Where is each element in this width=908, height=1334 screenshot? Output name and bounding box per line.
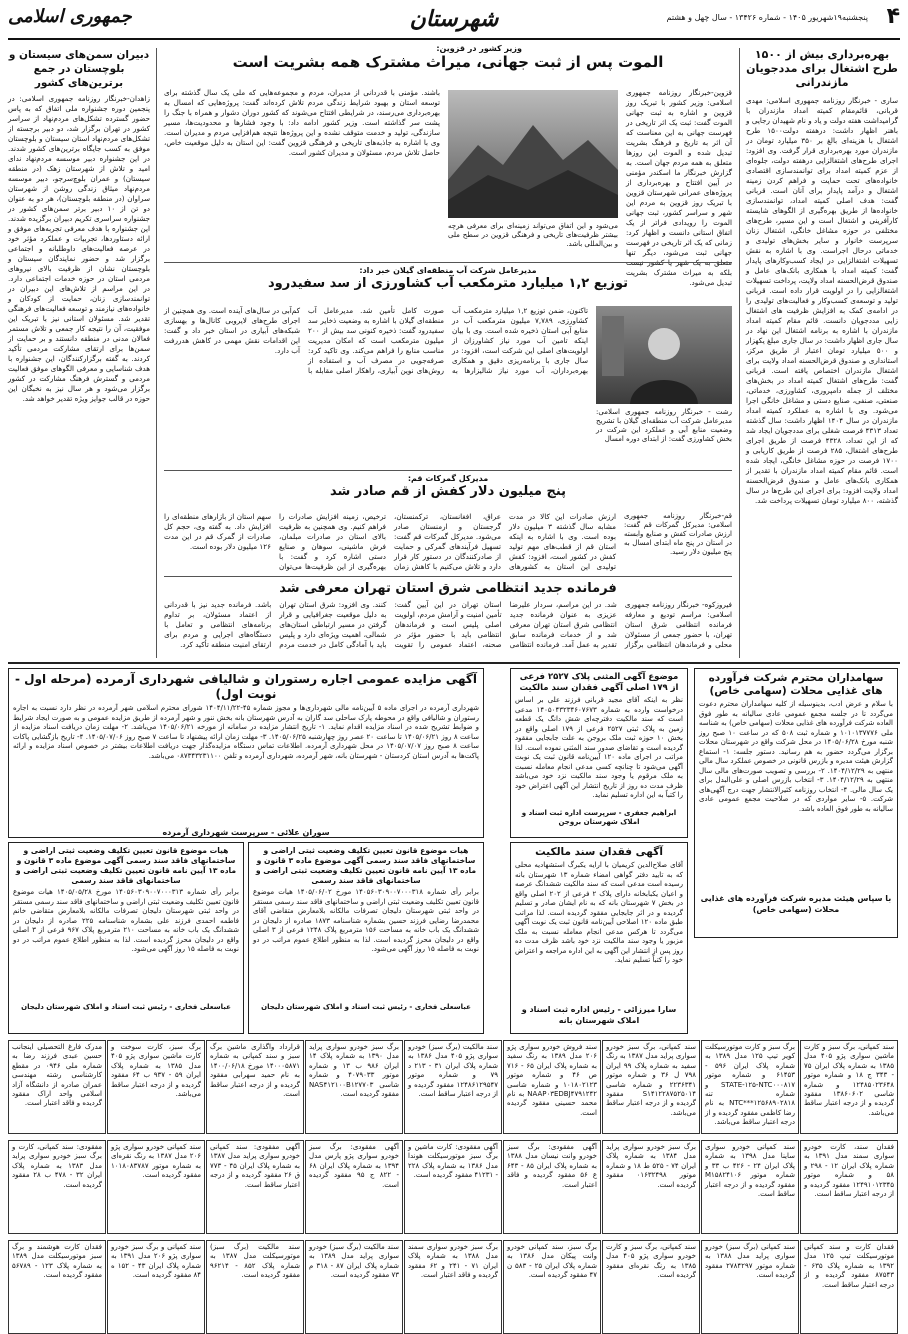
classified-ad-item: برگ سبز خودرو سواری سمند مدل ۱۳۸۸ به شماره پلاک ایران ۷۱ - ۲۴۱ و ۶۲ مفقود گردیده و فاقد اعتبار است. — [404, 1240, 502, 1334]
classified-ad-item: قرارداد واگذاری ماشین برگ سبز و سند کمپانی به شماره ۱۴۰۰۰۵۸۷۱ مورخ ۱۴۰۰/۰۶/۱۸ به نام حمید سهرابی مفقود گردیده و از درجه اعتبار ساقط است. — [206, 1040, 304, 1134]
left-column-article — [8, 48, 150, 656]
lead-body-a: قزوین-خبرنگار روزنامه جمهوری اسلامی: وزیر کشور با تبریک روز قزوین و اشاره به ثبت جهانی الموت گفت: ثبت یک اثر تاریخی در فهرست جهانی به این معناست که آن اثر به تاریخ و فرهنگ بشریت تبدیل شده و الموت این روزها متعلق به همه مردم جهان است. به گزارش خبرنگار ما اسکندر مؤمنی در آیین افتتاح و بهره‌برداری از پروژه‌های عمرانی شهرستان قزوین با تبریک روز قزوین به مردم این شهر و سراسر کشور، ثبت جهانی الموت را رویدادی فراتر از یک اتفاق استانی دانست و اظهار کرد: زمانی که یک اثر تاریخی در فهرست جهانی ثبت می‌شود، دیگر تنها بلکه به میراث مشترک بشریت تبدیل می‌شود. — [626, 88, 732, 287]
left-article-body: زاهدان-خبرنگار روزنامه جمهوری اسلامی: در پنجمین دوره جشنواره ملی اتفاق که به پاس حضور گسترده تشکل‌های مردم‌نهاد از سراسر کشور در تهران برگزار شد، دو دبیر برجسته از تشکل‌های مردم‌نهاد استان سیستان و بلوچستان موفق به کسب جایگاه برترین‌های کشور شدند. در این جشنواره دبیر موسسه مردم‌نهاد ندای امید و تلاش از شهرستان زهک (در منطقه سیستان) و عمران بلوچ‌سرجو، دبیر موسسه مردم‌نهاد میثاق زندگی روشن از شهرستان سراوان (در منطقه بلوچستان)، هر دو به عنوان دو تن از ۱۰ دبیر برتر سمن‌های کشور در جشنواره سراسری تکریم دبیران برگزیده شدند. این جشنواره با هدف معرفی تجربه‌های موفق و ارائه دستاوردها، تجربیات و عملکرد مؤثر خود در عرصه فعالیت‌های داوطلبانه و اجتماعی برگزار شد و حضور نمایندگان سیستان و بلوچستان نشان از ظرفیت بالای نیروهای مردمی استان در حوزه خدمات اجتماعی دارد. در این مراسم از تلاش‌های این دبیران در توانمندسازی زنان، حمایت از کودکان و خانواده‌های نیازمند و توسعه فعالیت‌های فرهنگی تقدیر شد. مسئولان استانی نیز با تبریک این موفقیت، آن را نتیجه کار جمعی و تلاش مستمر فعالان مدنی در منطقه دانستند و بر حمایت از سمن‌ها برای ارتقای مشارکت مردمی تأکید کردند. به گفته برگزارکنندگان، این جشنواره با هدف شناسایی و معرفی الگوهای موفق فعالیت مردمی و گسترش فرهنگ مشارکت در کشور برگزار می‌شود و هر سال نیز به نخبگان این حوزه در قالب جوایز ویژه تقدیر خواهد شد. — [8, 94, 150, 403]
classified-ad-item: مدرک فارغ التحصیلی اینجانب حسین عبدی فرزند رضا به شماره ملی ۰۹۴۶ در مقطع کارشناسی رشته مهندسی عمران صادره از دانشگاه آزاد اسلامی واحد اراک مفقود گردیده و فاقد اعتبار است. — [8, 1040, 106, 1134]
classified-ad-item: سند کمپانی خودرو سواری پژو ۲۰۶ مدل ۱۳۸۷ به رنگ نقره‌ای به شماره موتور ۱۰۱۸۰۸۳۷۸۷ مفقود گردیده است. — [107, 1140, 205, 1234]
header-rule — [8, 38, 900, 40]
left-article-headline: دبیران سمن‌های سیستان و بلوچستان در جمع برترین‌های کشور — [8, 49, 150, 89]
classified-ad-item: سند کمپانی، برگ سبز خودرو سواری پراید مدل ۱۳۸۷ به رنگ سفید به شماره پلاک ۹۹ ایران ۷۹۸ ل ۳۶ و شماره موتور ۲۲۳۶۳۴۱ و شماره شاسی S۱۴۱۲۲۸۷۵۲۵۰۱۴ مفقود گردیده و از درجه اعتبار ساقط می‌باشد. — [602, 1040, 700, 1134]
lead-kicker: وزیر کشور در قزوین: — [436, 44, 522, 53]
classified-ad-item: آگهی مفقودی: کارت ماشین و برگ سبز موتورسیکلت هوندا مدل ۱۳۸۶ به شماره پلاک ۲۲۸ - ۴۱۲۳۱ مفقود گردیده است. — [404, 1140, 502, 1234]
ad-land1-body: برابر رأی شماره ۱۴۰۵۶۰۳۰۹۰۰۷۰۰۰۳۱۸ مورخ ۱۴۰۵/۰۶/۰۲ هیات موضوع قانون تعیین تکلیف وضعیت ثبتی اراضی و ساختمانهای فاقد سند رسمی مستقر در واحد ثبتی شهرستان دلیجان تصرفات مالکانه بلامعارض متقاضی آقای محمدرضا رضایی فرزند حسین بشماره شناسنامه ۱۸۷۳ صادره از دلیجان در ششدانگ یک باب خانه به مساحت ۱۵۶ مترمربع پلاک ۱۲۴۸ فرعی از ۳ اصلی واقع در دلیجان محرز گردیده است. لذا به منظور اطلاع عموم مراتب در دو نوبت به فاصله ۱۵ روز آگهی می‌شود. — [253, 888, 479, 953]
gilan-headline-block — [164, 266, 732, 300]
ad-armardeh-signature: سوران علائی - سرپرست شهرداری آرمرده — [162, 828, 330, 837]
issue-date-line: پنجشنبه۱۹شهریور ۱۴۰۵ - شماره ۱۳۴۲۶ - سال چهل و هشتم — [666, 13, 868, 22]
ad-land-board-2 — [8, 842, 244, 1034]
gilan-body: تاکنون، ضمن توزیع ۱,۲ میلیارد مترمکعب آب کشاورزی، ۷,۷۸۹ میلیون مترمکعب آب در منابع آبی استان ذخیره شده است. وی با بیان اینکه تامین آب مورد نیاز کشاورزان از اولویت‌های اصلی این شرکت است، افزود: در سال جاری با برنامه‌ریزی دقیق و همکاری بهره‌برداران، آب مورد نیاز شالیزارها به صورت کامل تأمین شد. مدیرعامل آب منطقه‌ای گیلان با اشاره به وضعیت ذخایر سد سفیدرود گفت: ذخیره کنونی سد بیش از ۲۰۰ میلیون مترمکعب است که امکان مدیریت مناسب منابع را فراهم می‌کند. وی تاکید کرد: صرفه‌جویی در مصرف آب و استفاده از روش‌های نوین آبیاری، راهکار اصلی مقابله با کم‌آبی در سال‌های آینده است. وی همچنین از اجرای طرح‌های لایروبی کانال‌ها و بهسازی شبکه‌های آبیاری در استان خبر داد و گفت: این اقدامات نقش مهمی در کاهش هدررفت آب دارد. — [164, 306, 589, 375]
qom-body: ارزش صادرات این کالا در مدت مشابه سال گذشته ۳ میلیون دلار بوده است. وی با اشاره به اینکه استان قم از قطب‌های مهم تولید کفش در کشور است، افزود: کفش تولیدی این استان به کشورهای عراق، افغانستان، ترکمنستان، گرجستان و ارمنستان صادر می‌شود. مدیرکل گمرکات قم گفت: تسهیل فرآیندهای گمرکی و حمایت از صادرکنندگان در دستور کار قرار دارد و تلاش می‌کنیم با کاهش زمان ترخیص، زمینه افزایش صادرات را فراهم کنیم. وی همچنین به ظرفیت بالای استان در صادرات مبلمان، فرش ماشینی، سوهان و صنایع دستی اشاره کرد و گفت: با بهره‌گیری از این ظرفیت‌ها می‌توان سهم استان از بازارهای منطقه‌ای را افزایش داد. به گفته وی، حجم کل صادرات از گمرک قم در این مدت ۱۲۶ میلیون دلار بوده است. — [164, 512, 616, 571]
lead-body-b: باشند. مؤمنی با قدردانی از مدیران، مردم و مجموعه‌هایی که ملی یک سال گذشته برای توسعه استان و بهبود شرایط زندگی مردم تلاش کرده‌اند گفت: پروژه‌هایی که امسال به بهره‌برداری می‌رسند، در شرایطی افتتاح می‌شوند که کشور دوران دشوار و همراه با جنگ را پشت سر گذاشته است. وزیر کشور ادامه داد: با وجود فشارها و محدودیت‌ها، مسیر سازندگی، تولید و خدمت متوقف نشده و این پروژه‌ها نتیجه هم‌افزایی مردم و مدیران است. وی با اشاره به جاذبه‌های تاریخی و فرهنگی قزوین گفت: این استان به دلیل موقعیت خاص، حاصل تلاش مردم، مسئولان و مدیران کشور است. — [164, 88, 440, 157]
ad-land2-body: برابر رأی شماره ۱۴۰۵۶۰۳۰۹۰۰۷۰۰۰۳۱۳ مورخ ۱۴۰۵/۰۵/۲۸ هیات موضوع قانون تعیین تکلیف وضعیت ثبتی اراضی و ساختمانهای فاقد سند رسمی مستقر در واحد ثبتی شهرستان دلیجان تصرفات مالکانه بلامعارض متقاضی خانم فاطمه احمدی فرزند علی بشماره شناسنامه ۲۲۵ صادره از دلیجان در ششدانگ یک باب خانه به مساحت ۲۱۰ مترمربع پلاک ۹۶۷ فرعی از ۳ اصلی واقع در دلیجان محرز گردیده است. لذا به منظور اطلاع عموم مراتب در دو نوبت به فاصله ۱۵ روز آگهی می‌شود. — [13, 888, 240, 953]
ad-food-title: سهامداران محترم شرکت فرآورده های غذایی محلات (سهامی خاص) — [708, 672, 884, 697]
lead-headline-block — [164, 44, 732, 84]
classified-ad-item: آگهی مفقودی: برگ سبز خودرو سواری پژو پارس مدل ۱۳۹۴ به شماره پلاک ایران ۶۸ - ۸۲۲ ج ۹۵ مفقود گردیده است. — [305, 1140, 403, 1234]
classified-ad-item: آگهی مفقودی: برگ سبز خودرو وانت نیسان مدل ۱۳۸۸ به شماره پلاک ایران ۸۵ - ۶۴۳ ع ۵۶ مفقود گردیده و فاقد اعتبار است. — [503, 1140, 601, 1234]
ad-food-shareholders — [694, 668, 898, 938]
qom-headline-block — [164, 474, 732, 508]
ad-land1-signature: عباسعلی فخاری - رئیس ثبت اسناد و املاک شهرستان دلیجان — [261, 1003, 471, 1011]
ad-lost-deed-baneh — [510, 842, 688, 1034]
ad-auction-armardeh — [8, 668, 484, 838]
classified-ad-item: برگ سبز، کارت سوخت و کارت ماشین سواری پژو ۴۰۵ مدل ۱۳۸۵ به شماره پلاک ایران ۵۹ - ۹۳۷ ب ۶۴ مفقود گردیده و از درجه اعتبار ساقط می‌باشد. — [107, 1040, 205, 1134]
ad-land-board-1 — [248, 842, 484, 1034]
classified-ad-item: مفقودی: سند کمپانی، کارت و برگ سبز خودرو سواری پراید مدل ۱۳۸۳ به شماره پلاک ایران ۳۲ - ۴۷۸ ب ۲۸ مفقود گردیده است. — [8, 1140, 106, 1234]
right-column-article — [746, 48, 898, 656]
gilan-photo-official — [596, 306, 732, 404]
section-title: شهرستان — [409, 6, 499, 32]
classified-ad-item: فقدان کارت و سند کمپانی موتورسیکلت تیپ ۱۲۵ مدل ۱۳۹۲ به شماره پلاک ۶۳۵ - ۸۷۵۴۳ مفقود گردیده و از درجه اعتبار ساقط است. — [800, 1240, 898, 1334]
right-article-body: ساری - خبرنگار روزنامه جمهوری اسلامی: مهدی قربانی، قائم‌مقام کمیته امداد مازندران با گرامیداشت هفته دولت و یاد و نام شهیدان رجایی و باهنر اظهار داشت: درهفته دولت۱۵۰۰ طرح اشتغال با هزینه‌ای بالغ بر ۳۵۰ میلیارد تومان در مازندران مورد بهره‌برداری قرار گرفت. وی افزود: اجرای طرح‌های اشتغالزایی درهفته دولت، جلوه‌ای از عزم کمیته امداد برای توانمندسازی اقتصادی خانواده‌های تحت حمایت و فراهم کردن زمینه اشتغال و درآمد پایدار برای آنان است. قربانی گفت: هدف اصلی کمیته امداد، توانمندسازی خانواده‌ها از طریق بهره‌گیری از الگوهای شایسته کارآفرینی و اشتغال است و این مسیر، طرح‌های مختلفی در حوزه مشاغل خانگی، اشتغال زنان سرپرست خانوار و سایر بخش‌های تولیدی و خدماتی درحال اجراست. وی با اشاره به نقش تسهیلات اشتغالزایی در ایجاد کسب‌وکارهای پایدار گفت: کمیته امداد با همکاری بانک‌های عامل و صندوق قرض‌الحسنه امداد ولایت، پرداخت تسهیلات اشتغالزایی را در اولویت قرار داده است. قربانی تولید و توسعه‌ی کسب‌وکار و فعالیت‌های تولیدی را در ادامه‌ی کمک به افزایش ظرفیت های اشتغال زایی مددجویان دانست. قائم مقام کمیته امداد مازندران با اشاره به برنامه اشتغال این نهاد در سال جاری اظهار داشت: در سال جاری مبلغ یکهزار و ۵۰۰ میلیارد تومان اعتبار از طریق مرکز، استانداری و صندوق قرض‌الحسنه امداد ولایت برای اشتغال مازندران اختصاص یافته است. قربانی گفت: طرح‌های اشتغال کمیته امداد در بخش‌های مختلف از جمله دامپروری، کشاورزی، خدماتی، صنعتی، صنفی، صنایع دستی و مشاغل خانگی اجرا می‌شود. وی با اشاره به عملکرد کمیته امداد مازندران در سال ۱۴۰۴ اظهار داشت: سال گذشته تعداد ۴۳۱۳ فرصت شغلی برای مددجویان ایجاد شد که از این تعداد، ۴۳۲۸ فرصت از طریق اجرای طرح‌های اشتغال، ۲۸۵ فرصت از طریق کاریابی و ۱۷۰۰ فرصت در حوزه مشاغل خانگی، ایجاد شده است. قائم مقام کمیته امداد مازندران با تقدیر از همکاری بانک‌های عامل و صندوق قرض‌الحسنه امداد ولایت افزود: برای اجرای این طرح‌ها در سال گذشته، ۸۰۰ میلیارد تومان تسهیلات پرداخت شد. — [746, 96, 899, 505]
ad-food-signature: با سپاس هیئت مدیره شرکت فرآورده های غذایی محلات (سهامی خاص) — [700, 894, 892, 914]
classified-ad-item: فقدان سند، کارت خودرو سواری سمند مدل ۱۳۹۱ به شماره پلاک ایران ۱۲ - ۲۹۸ و ۵۸ و شماره موتور ۱۲۴۹۱۰۱۲۳۴۵ مفقود گردیده و از درجه اعتبار ساقط است. — [800, 1140, 898, 1234]
classified-ad-item: برگ سبز و کارت موتورسیکلت کویر تیپ ۱۲۵ مدل ۱۳۸۹ به شماره پلاک ایران ۵۹۶ - ۶۱۴۵۳ و شماره موتور STATE-۱۲۵-NTC۰۰۰۸۱۷ و شماره تنه NTC***۱۲۵۶۸۹۰۲۸۱۸ به نام رضا کاظمی مفقود گردیده و از درجه اعتبار ساقط می‌باشد. — [701, 1040, 799, 1134]
section-divider — [164, 576, 732, 577]
ad-baneh-signature: سارا میرزائی - رئیس اداره ثبت اسناد و املاک شهرستان بانه — [521, 1005, 677, 1025]
section-divider — [164, 470, 732, 471]
classified-ad-item: سند مالکیت (برگ سبز) خودرو سواری پژو ۴۰۵ مدل ۱۳۸۶ به شماره پلاک ایران ۳۱ - ۲۱۳ د ۷۹ و شماره موتور ۱۲۴۸۶۱۲۹۵۴۷ مفقود گردیده و از درجه اعتبار ساقط است. — [404, 1040, 502, 1134]
classified-ad-item: سند کمپانی، برگ سبز و کارت خودرو سواری پژو ۴۰۵ مدل ۱۳۸۵ به رنگ نقره‌ای مفقود گردیده است. — [602, 1240, 700, 1334]
lead-photo-caption: می‌شود و این اتفاق می‌تواند زمینه‌ای برای معرفی هرچه بیشتر ظرفیت‌های تاریخی و فرهنگی قزوین در سطح ملی و بین‌المللی باشد. — [448, 222, 618, 248]
ad-land1-title: هیات موضوع قانون تعیین تکلیف وضعیت ثبتی اراضی و ساختمانهای فاقد سند رسمی آگهی موضوع ماده ۳ قانون و ماده ۱۳ آیین نامه قانون تعیین تکلیف وضعیت ثبتی اراضی و ساختمانهای فاقد سند رسمی — [255, 846, 477, 885]
qom-intro: قم-خبرنگار روزنامه جمهوری اسلامی: مدیرکل گمرکات قم گفت: ارزش صادرات کفش و صنایع وابسته در استان در پنج ماه ابتدای امسال به پنج میلیون دلار رسید. — [624, 512, 732, 556]
gilan-headline: توزیع ۱,۲ میلیارد مترمکعب آب کشاورزی از سد سفیدرود — [267, 276, 629, 291]
lead-headline: الموت پس از ثبت جهانی، میراث مشترک همه بشریت است — [232, 53, 664, 71]
ad-armardeh-title: آگهی مزایده عمومی اجاره رستوران و شالیافی شهرداری آرمرده (مرحله اول - نوبت اول) — [15, 672, 477, 701]
column-divider — [156, 48, 157, 658]
right-article-headline: بهره‌برداری بیش از ۱۵۰۰ طرح اشتغال برای مددجویان مازندرانی — [746, 48, 898, 89]
ads-divider — [8, 662, 900, 664]
tehran-headline: فرمانده جدید انتظامی شرق استان تهران معرفی شد — [279, 581, 617, 596]
classified-ad-item: سند مالکیت (برگ سبز) خودرو سواری پراید مدل ۱۳۸۹ به شماره پلاک ایران ۸۷ - ۳۱۸ م ۷۳ مفقود گردیده است. — [305, 1240, 403, 1334]
classified-ad-item: برگ سبز خودرو سواری پراید مدل ۱۳۹۰ به شماره پلاک ۱۴ ایران ۹۸۶ ب ۱۳ و شماره موتور ۴۰۷۹۰۳۳ و شماره شاسی NAS۴۱۲۱۰۰B۱۲۷۷۰۳ مفقود گردیده است. — [305, 1040, 403, 1134]
qom-kicker: مدیرکل گمرکات قم: — [407, 474, 489, 483]
ad-armardeh-body: شهرداری آرمرده در اجرای ماده ۵ آیین‌نامه مالی شهرداری‌ها و مجوز شماره ۴۵-۱۴۰۴/۱۱/۲۲ شورای محترم اسلامی شهر آرمرده در نظر دارد نسبت به اجاره رستوران و شالیافی واقع در محوطه پارک ساحلی سد گاران به آدرس شهرستان بانه بخش ننور و شهر آرمرده از طریق مزایده عمومی و به صورت ایجاد شرایط و ضوابط تشریح شده در اسناد مزایده اقدام نماید. ۱- تاریخ انتشار مزایده در سامانه از مورخه ۱۴۰۵/۰۶/۲۱ می‌باشد. ۲- مهلت زمان دریافت اسناد مزایده از ساعت ۸ روز ۱۴۰۵/۰۶/۲۱ تا ساعت ۲۰ عصر روز چهارشنبه ۱۴۰۵/۰۶/۲۵. ۳- مهلت زمان ارائه پیشنهاد تا ساعت ۷ صبح روز ۱۴۰۵/۰۷/۰۶. ۴- تاریخ بازگشایی پاکات ساعت ۸ صبح روز ۱۴۰۵/۰۷/۰۷ در محل شهرداری آرمرده. اطلاعات تماس دستگاه مزایده‌گذار جهت دریافت اطلاعات بیشتر در خصوص اسناد مزایده و ارائه پاکت‌ها به آدرس استان کردستان - شهرستان بانه، شهر آرمرده، شهرداری آرمرده و تلفن ۰۸۷۳۴۳۲۳۱۱۰۰ می‌باشد. — [13, 704, 480, 760]
classified-ad-item: آگهی مفقودی: سند کمپانی خودرو سواری پراید مدل ۱۳۸۷ به شماره پلاک ایران ۴۵ - ۷۷۳ ق ۲۶ مفقود گردیده و از درجه اعتبار ساقط است. — [206, 1140, 304, 1234]
ad-food-body: با سلام و عرض ادب، بدینوسیله از کلیه سهامداران محترم دعوت می‌گردد تا در جلسه مجمع عمومی عادی سالیانه به طور فوق العاده شرکت فرآورده های غذایی محلات (سهامی خاص) به شناسه ملی ۱۰۱۰۱۳۷۷۷۶ و شماره ثبت ۵۰۸ که در ساعت ۱۰ صبح روز شنبه مورخ ۱۴۰۵/۰۶/۲۸ در محل شرکت واقع در شهرستان محلات برگزار می‌گردد حضور به هم رسانید. دستور جلسه: ۱- استماع گزارش هیئت مدیره و بازرس قانونی در خصوص عملکرد سال مالی منتهی به ۱۴۰۴/۱۲/۲۹. ۲- بررسی و تصویب صورت‌های مالی سال منتهی به ۱۴۰۴/۱۲/۲۹. ۳- انتخاب بازرس اصلی و علی‌البدل برای یک سال مالی. ۴- انتخاب روزنامه کثیرالانتشار جهت درج آگهی‌های شرکت. ۵- سایر مواردی که در صلاحیت مجمع عمومی عادی سالیانه به طور فوق العاده باشد. — [699, 700, 894, 813]
gilan-photo-caption: رشت - خبرنگار روزنامه جمهوری اسلامی: مدیرعامل شرکت آب منطقه‌ای گیلان با تشریح وضعیت منابع آبی و عملکرد این شرکت در بخش کشاورزی گفت: از ابتدای دوره امسال — [596, 408, 732, 443]
ad-borujen-title: موضوع آگهی المثنی پلاک ۲۵۲۷ فرعی از ۱۷۹ اصلی آگهی فقدان سند مالکیت — [519, 672, 679, 693]
classified-ad-item: سند کمپانی، برگ سبز و کارت ماشین سواری پژو ۴۰۵ مدل ۱۳۸۵ به شماره پلاک ایران ۷۵ - ۳۴۳ ج ۱۸ و شماره موتور ۱۲۴۸۵۰۲۳۶۴۸ و شماره شاسی ۱۳۸۶۰۶۰۲ مفقود گردیده و از درجه اعتبار ساقط می‌باشد. — [800, 1040, 898, 1134]
tehran-body: فیروزکوه- خبرنگار روزنامه جمهوری اسلامی: مراسم تودیع و معارفه فرمانده انتظامی شرق استان تهران، با حضور جمعی از مسئولان محلی و فرماندهان انتظامی برگزار شد. در این مراسم، سردار علیرضا عزیزی به عنوان فرمانده جدید انتظامی شرق استان تهران معرفی شد و از خدمات فرمانده سابق تقدیر به عمل آمد. فرمانده انتظامی استان تهران در این آیین گفت: تأمین امنیت و آرامش مردم، اولویت اصلی پلیس است و فرماندهان انتظامی باید با حضور مؤثر در صحنه، اعتماد عمومی را تقویت کنند. وی افزود: شرق استان تهران به دلیل موقعیت جغرافیایی و قرار گرفتن در مسیر ارتباطی استان‌های شمالی، اهمیت ویژه‌ای دارد و پلیس باید با آمادگی کامل در خدمت مردم باشد. فرمانده جدید نیز با قدردانی از اعتماد مسئولان، بر تداوم برنامه‌های انتظامی و تعامل با دستگاه‌های اجرایی و مردم برای ارتقای امنیت منطقه تأکید کرد. — [164, 600, 732, 649]
ad-borujen-body: نظر به اینکه آقای مجید قربانی فرزند علی بر اساس درخواست وارده به شماره ۱۴۰۵۰۴۳۲۳۴۶۰۷۶۷۳ مدعی است که سند مالکیت دفترچه‌ای شش دانگ یک قطعه زمین به پلاک ثبتی ۲۵۲۷ فرعی از ۱۷۹ اصلی واقع در بخش ۱۰ حوزه ثبت ملک بروجن به علت جابجایی مفقود گردیده است و تقاضای صدور سند المثنی نموده است. لذا مراتب در اجرای ماده ۱۲۰ آیین‌نامه قانون ثبت یک نوبت آگهی می‌شود تا چنانچه کسی مدعی انجام معامله نسبت به ملک مرقوم یا وجود سند مالکیت نزد خود می‌باشد ظرف مدت ده روز از تاریخ انتشار این آگهی اعتراض خود را کتباً به این اداره تسلیم نماید. — [515, 696, 683, 799]
classified-ad-item: سند کمپانی و برگ سبز خودرو سواری پژو ۲۰۶ مدل ۱۳۹۱ به شماره پلاک ایران ۴۳ - ۱۵۲ ه ۸۴ مفقود گردیده است. — [107, 1240, 205, 1334]
classified-ad-item: سند مالکیت (برگ سبز) موتورسیکلت مدل ۱۳۸۷ به شماره پلاک ۸۵۲ - ۹۶۲۱۴ مفقود گردیده است. — [206, 1240, 304, 1334]
section-divider — [164, 262, 732, 263]
classified-ad-item: فقدان کارت هوشمند و برگ سبز موتورسیکلت مدل ۱۳۸۹ به شماره پلاک ۱۲۳ - ۵۶۷۸۹ مفقود گردیده است. — [8, 1240, 106, 1334]
lead-photo-alamut — [448, 90, 618, 218]
ad-baneh-title: آگهی فقدان سند مالکیت — [535, 846, 663, 858]
ad-land2-signature: عباسعلی فخاری - رئیس ثبت اسناد و املاک شهرستان دلیجان — [21, 1003, 231, 1011]
ad-baneh-body: آقای صلاح‌الدین کریمیان با ارایه یکبرگ استشهادیه محلی که به تایید دفتر گواهی امضاء شماره ۱۳ شهرستان بانه رسیده است مدعی است که سند مالکیت ششدانگ عرصه و اعیان یکبابخانه دارای پلاک ۲ فرعی از ۲۰۲ اصلی واقع در بخش ۷ شهرستان بانه که به نام ایشان صادر و تسلیم گردیده و در اثر جابجایی مفقود گردیده است. لذا مراتب طبق ماده ۱۲۰ اصلاحی آیین‌نامه قانون ثبت یک نوبت آگهی می‌گردد تا هرکس مدعی انجام معامله نسبت به ملک مزبور یا وجود سند مالکیت نزد خود باشد ظرف مدت ده روز پس از انتشار این آگهی به این اداره مراجعه و اعتراض خود را کتباً تسلیم نماید. — [514, 861, 684, 964]
classified-ad-item: سند کمپانی (برگ سبز) خودرو سواری پراید مدل ۱۳۸۸ به شماره موتور ۲۷۸۴۲۹۷ مفقود گردیده است. — [701, 1240, 799, 1334]
ad-borujen-signature: ابراهیم جعفری - سرپرست اداره ثبت اسناد و املاک شهرستان بروجن — [521, 809, 677, 826]
column-divider — [739, 48, 740, 658]
ad-lost-deed-borujen — [510, 668, 688, 838]
tehran-headline-block — [164, 580, 732, 598]
page-number: ۴ — [886, 4, 900, 29]
qom-headline: پنج میلیون دلار کفش از قم صادر شد — [329, 484, 567, 499]
gilan-kicker: مدیرعامل شرکت آب منطقه‌ای گیلان خبر داد: — [359, 266, 537, 275]
newspaper-brand: جمهوری اسلامی — [8, 6, 132, 27]
classified-ad-item: سند کمپانی خودرو سواری ساینا مدل ۱۳۹۸ به شماره پلاک ایران ۲۴ - ۴۲۶ ب ۳۳ و شماره موتور M۱۵۸۲۴۱۰۶ مفقود گردیده و از درجه اعتبار ساقط است. — [701, 1140, 799, 1234]
classified-ad-item: برگ سبز، سند کمپانی خودرو وانت پیکان مدل ۱۳۸۶ به شماره پلاک ایران ۲۵ - ۵۸۳ ن ۴۷ مفقود گردیده است. — [503, 1240, 601, 1334]
classified-ad-item: برگ سبز خودرو سواری پراید مدل ۱۳۸۴ به شماره پلاک ایران ۷۴ - ۵۲۵ ط ۱۸ و شماره موتور ۰۱۶۳۲۴۹۸ مفقود گردیده است. — [602, 1140, 700, 1234]
ad-land2-title: هیات موضوع قانون تعیین تکلیف وضعیت ثبتی اراضی و ساختمانهای فاقد سند رسمی آگهی موضوع ماده ۳ قانون و ماده ۱۳ آیین نامه قانون تعیین تکلیف وضعیت ثبتی اراضی و ساختمانهای فاقد سند رسمی — [15, 846, 237, 885]
classified-ad-item: سند فروش خودرو سواری پژو ۲۰۶ مدل ۱۳۸۹ به رنگ سفید به شماره پلاک ایران ۶۵ - ۷۱۶ ص ۴۶ و شماره موتور ۱۰۱۸۰۲۱۲۳ و شماره شاسی NAAP۰۳EDBJ۴۷۹۱۲۴۲ به نام محمد حسینی مفقود گردیده است. — [503, 1040, 601, 1134]
